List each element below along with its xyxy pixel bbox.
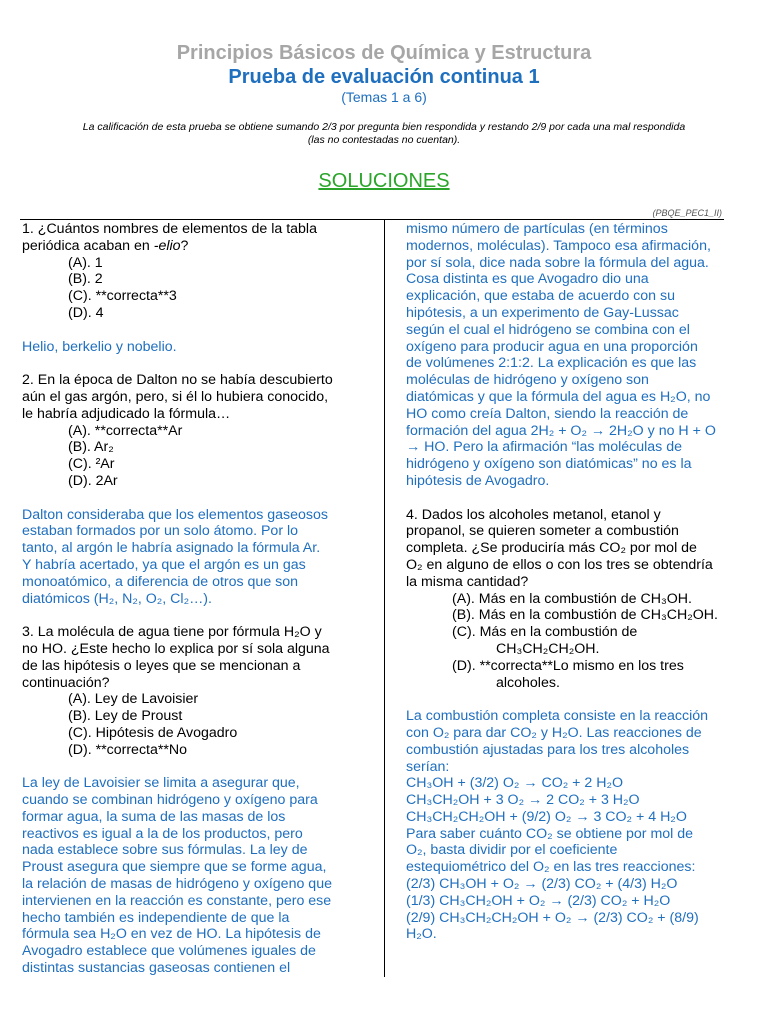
q4-equation: (2/9) CH₃CH₂CH₂OH + O₂ → (2/3) CO₂ + (8/9) bbox=[406, 909, 699, 926]
q3-answer-cont: HO como creía Dalton, siendo la reacción de bbox=[406, 405, 689, 422]
q3-answer: intervienen en la reacción es constante, pero ese bbox=[22, 892, 332, 909]
q2-answer: monoatómico, a diferencia de otros que son bbox=[22, 573, 299, 590]
q2-answer: estaban formados por un solo átomo. Por lo bbox=[22, 523, 299, 540]
q1-option-c: (C). **correcta**3 bbox=[68, 288, 177, 305]
suffix-elio: -elio bbox=[153, 237, 181, 254]
q3-answer: la relación de masas de hidrógeno y oxígeno que bbox=[22, 876, 332, 893]
q3-answer-cont: hipótesis de Avogadro. bbox=[406, 472, 550, 489]
q3-answer-cont: explicación, que estaba de acuerdo con su bbox=[406, 288, 675, 305]
question-4-text: completa. ¿Se produciría más CO₂ por mol de bbox=[406, 540, 697, 557]
course-title: Principios Básicos de Química y Estructura bbox=[176, 42, 592, 64]
q4-equation: CH₃CH₂OH + 3 O₂ → 2 CO₂ + 3 H₂O bbox=[406, 792, 640, 809]
q4-answer: con O₂ para dar CO₂ y H₂O. Las reacciones de bbox=[406, 724, 702, 741]
q3-answer-cont: moléculas de hidrógeno y oxígeno son bbox=[406, 372, 649, 389]
question-3-text: de las hipótesis o leyes que se mencionan a bbox=[22, 657, 301, 674]
q3-answer-cont: modernos, moléculas). Tampoco esa afirmación, bbox=[406, 237, 711, 254]
q3-option-d: (D). **correcta**No bbox=[68, 741, 188, 758]
q4-option-d: (D). **correcta**Lo mismo en los tres bbox=[452, 657, 684, 674]
solutions-heading: SOLUCIONES bbox=[318, 170, 450, 192]
q1-option-d: (D). 4 bbox=[68, 304, 104, 321]
q3-answer-cont: → HO. Pero la afirmación “las moléculas de bbox=[406, 439, 682, 456]
q3-answer-cont: formación del agua 2H₂ + O₂ → 2H₂O y no H + O bbox=[406, 422, 716, 439]
q3-answer-cont: diatómicas y que la fórmula del agua es H₂O, no bbox=[406, 388, 711, 405]
q4-answer: estequiométrico del O₂ en las tres reacciones: bbox=[406, 859, 696, 876]
q4-option-c-cont: CH₃CH₂CH₂OH. bbox=[496, 640, 600, 657]
grading-note-line1: La calificación de esta prueba se obtiene sumando 2/3 por pregunta bien respondida y restando 2/9 por cada una mal respondida bbox=[82, 121, 686, 133]
q4-option-d-cont: alcoholes. bbox=[496, 674, 560, 691]
q3-option-c: (C). Hipótesis de Avogadro bbox=[68, 724, 238, 741]
grading-note-line2: (las no contestadas no cuentan). bbox=[307, 134, 461, 146]
topics-subtitle: (Temas 1 a 6) bbox=[341, 89, 427, 105]
q3-answer: fórmula sea H₂O en vez de HO. La hipótesis de bbox=[22, 926, 321, 943]
q4-equation: (1/3) CH₃CH₂OH + O₂ → (2/3) CO₂ + H₂O bbox=[406, 892, 671, 909]
question-1-text: 1. ¿Cuántos nombres de elementos de la tabla bbox=[22, 221, 317, 237]
q2-answer: Y habría acertado, ya que el argón es un gas bbox=[22, 556, 306, 573]
q4-equation: H₂O. bbox=[406, 926, 437, 943]
question-4-text: propanol, se quieren someter a combustión bbox=[406, 523, 679, 540]
q4-equation: (2/3) CH₃OH + O₂ → (2/3) CO₂ + (4/3) H₂O bbox=[406, 876, 678, 893]
q4-answer: La combustión completa consiste en la reacción bbox=[406, 708, 709, 725]
q4-option-a: (A). Más en la combustión de CH₃OH. bbox=[452, 590, 692, 607]
q3-answer-cont: hipótesis, a un experimento de Gay-Lussac bbox=[406, 304, 679, 321]
q4-answer: Para saber cuánto CO₂ se obtiene por mol de bbox=[406, 825, 694, 842]
question-2-text: aún el gas argón, pero, si él lo hubiera conocido, bbox=[22, 388, 329, 405]
q2-option-a: (A). **correcta**Ar bbox=[68, 422, 183, 439]
question-3-text: no HO. ¿Este hecho lo explica por sí sola alguna bbox=[22, 640, 330, 657]
q3-answer: nada establece sobre sus fórmulas. La ley de bbox=[22, 842, 308, 859]
q3-answer: reactivos es igual a la de los productos, pero bbox=[22, 825, 303, 842]
column-divider bbox=[384, 219, 385, 977]
q3-answer: hecho también es independiente de que la bbox=[22, 909, 290, 926]
question-2-text: 2. En la época de Dalton no se había descubierto bbox=[22, 372, 333, 389]
question-1-text bbox=[22, 238, 370, 255]
q3-answer-cont: según el cual el hidrógeno se combina con el bbox=[406, 321, 690, 338]
q3-answer: Proust asegura que siempre que se forme agua, bbox=[22, 859, 327, 876]
question-1-text-line: periódica acaban en -elio? bbox=[22, 237, 189, 254]
question-4-text: O₂ en alguno de ellos o con los tres se obtendría bbox=[406, 556, 713, 573]
q4-answer: combustión ajustadas para los tres alcoholes bbox=[406, 741, 690, 758]
left-column bbox=[22, 221, 370, 977]
q3-answer-cont: Cosa distinta es que Avogadro dio una bbox=[406, 271, 649, 288]
q3-answer: Avogadro establece que volúmenes iguales de bbox=[22, 943, 316, 960]
q3-answer-cont: mismo número de partículas (en términos bbox=[406, 221, 668, 237]
q3-option-a: (A). Ley de Lavoisier bbox=[68, 691, 199, 708]
right-column bbox=[406, 221, 746, 943]
q1-option-a: (A). 1 bbox=[68, 254, 103, 271]
exam-title: Prueba de evaluación continua 1 bbox=[228, 66, 540, 88]
question-3-text: continuación? bbox=[22, 674, 110, 691]
q3-answer: cuando se combinan hidrógeno y oxígeno para bbox=[22, 792, 318, 809]
q4-answer: O₂, basta dividir por el coeficiente bbox=[406, 842, 618, 859]
q3-answer-cont: oxígeno para producir agua en una proporción bbox=[406, 338, 698, 355]
question-4-text: 4. Dados los alcoholes metanol, etanol y bbox=[406, 506, 661, 523]
question-2-text: le habría adjudicado la fórmula… bbox=[22, 405, 231, 422]
q4-equation: CH₃CH₂CH₂OH + (9/2) O₂ → 3 CO₂ + 4 H₂O bbox=[406, 808, 687, 825]
q1-answer: Helio, berkelio y nobelio. bbox=[22, 338, 177, 355]
q4-answer: serían: bbox=[406, 758, 450, 775]
q1-option-b: (B). 2 bbox=[68, 271, 103, 288]
q4-equation: CH₃OH + (3/2) O₂ → CO₂ + 2 H₂O bbox=[406, 775, 624, 792]
q2-option-b: (B). Ar₂ bbox=[68, 439, 114, 456]
q4-option-c: (C). Más en la combustión de bbox=[452, 624, 638, 641]
q2-answer: diatómicos (H₂, N₂, O₂, Cl₂…). bbox=[22, 590, 212, 607]
q3-answer: formar agua, la suma de las masas de los bbox=[22, 808, 286, 825]
q3-answer-cont: hidrógeno y oxígeno son diatómicas” no es la bbox=[406, 456, 692, 473]
q2-answer: tanto, al argón le habría asignado la fórmula Ar. bbox=[22, 540, 321, 557]
q4-option-b: (B). Más en la combustión de CH₃CH₂OH. bbox=[452, 607, 718, 624]
document-code: (PBQE_PEC1_II) bbox=[652, 208, 722, 218]
q2-option-d: (D). 2Ar bbox=[68, 472, 118, 489]
q3-answer: distintas sustancias gaseosas contienen el bbox=[22, 960, 291, 977]
q2-option-c: (C). ²Ar bbox=[68, 456, 115, 473]
q3-answer-cont: por sí sola, dice nada sobre la fórmula del agua. bbox=[406, 254, 709, 271]
question-3-text: 3. La molécula de agua tiene por fórmula H₂O y bbox=[22, 624, 322, 641]
q3-answer: La ley de Lavoisier se limita a asegurar que, bbox=[22, 775, 300, 792]
q2-answer: Dalton consideraba que los elementos gaseosos bbox=[22, 506, 329, 523]
header-divider bbox=[20, 219, 724, 220]
q3-option-b: (B). Ley de Proust bbox=[68, 708, 183, 725]
question-4-text: la misma cantidad? bbox=[406, 573, 529, 590]
q3-answer-cont: de volúmenes 2:1:2. La explicación es que las bbox=[406, 355, 697, 372]
